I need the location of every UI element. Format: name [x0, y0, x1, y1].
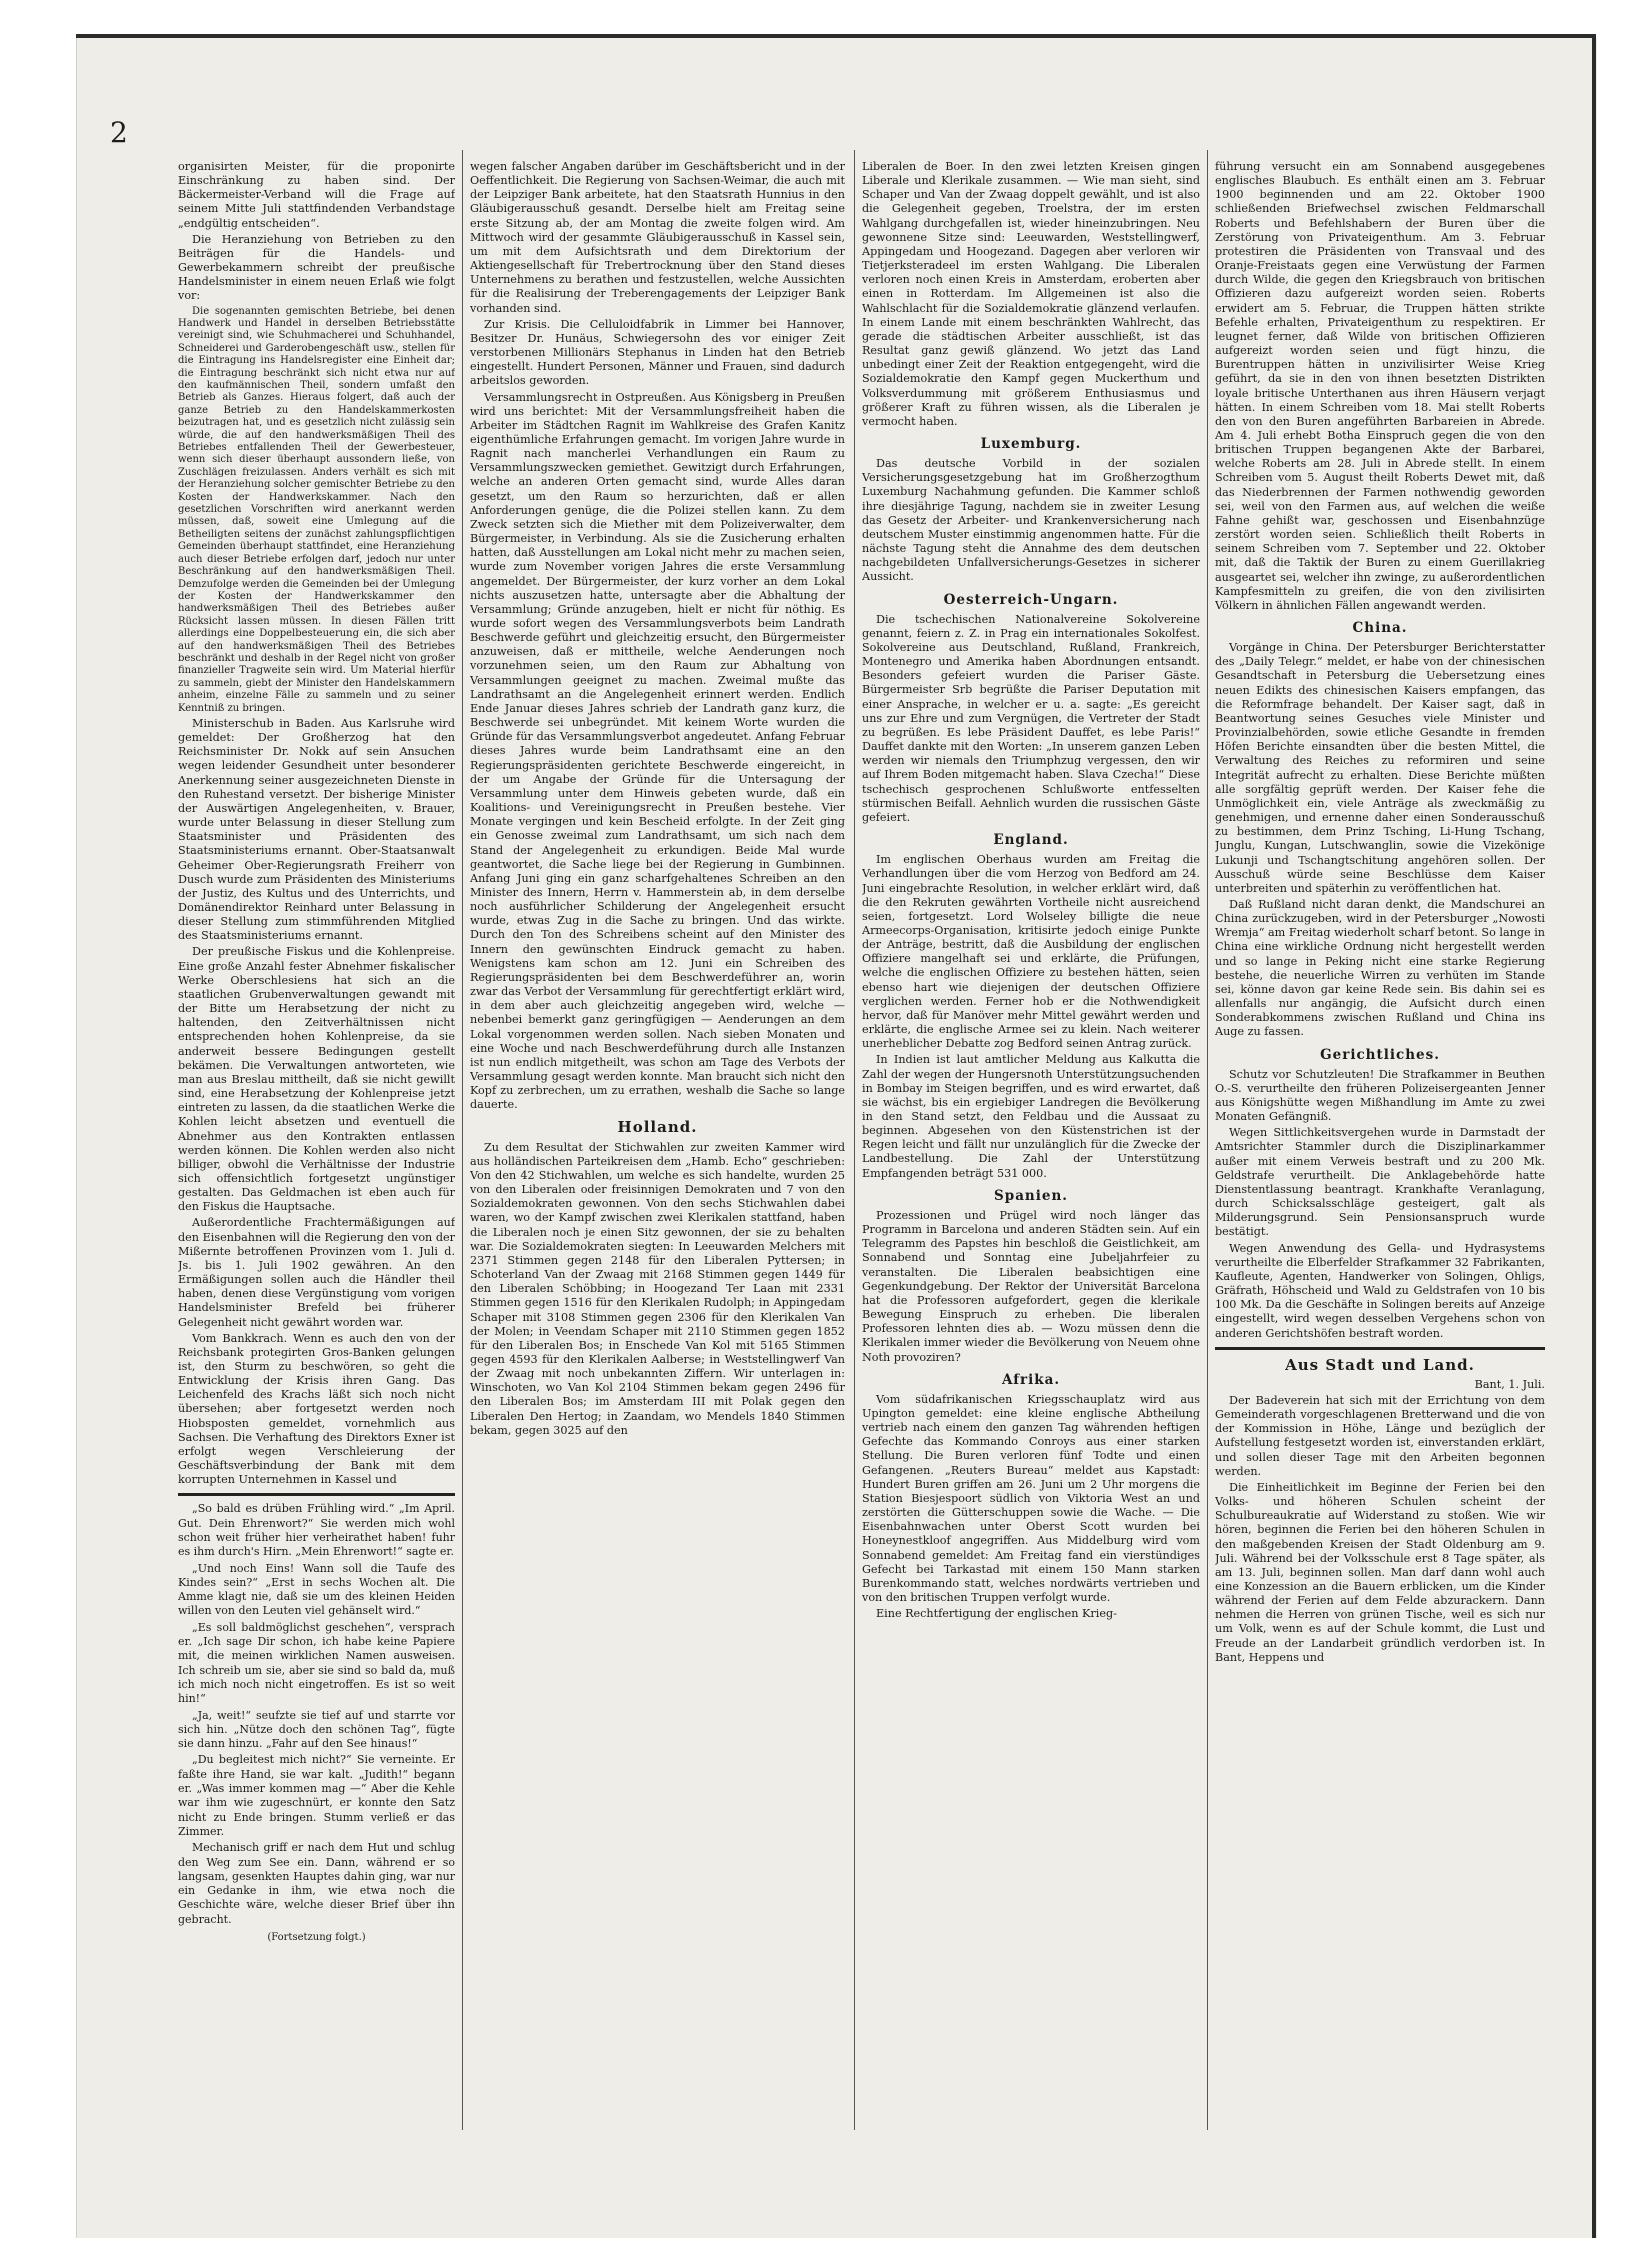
column-divider	[854, 150, 855, 2130]
article-paragraph: „Du begleitest mich nicht?“ Sie verneinte. Er faßte ihre Hand, sie war kalt. „Judith!“ begann er. „Was immer kommen mag —“ Aber die Kehle war ihm wie zugeschnürt, er konnte den Satz nicht zu Ende bringen. Stumm verließ er das Zimmer.	[178, 1753, 455, 1838]
article-paragraph: Liberalen de Boer. In den zwei letzten Kreisen gingen Liberale und Klerikale zusammen. — Wie man sieht, sind Schaper und Van der Zwaag doppelt gewählt, und ist also die Gelegenheit gegeben, Troelstra, der im ersten Wahlgang durchgefallen ist, wieder hineinzubringen. Neu gewonnene Sitze sind: Leeuwarden, Weststellingwerf, Appingedam und Hoogezand. Dagegen aber verloren wir Tietjerksteradeel im ersten Wahlgang. Die Liberalen verloren noch einen Kreis in Amsterdam, eroberten aber einen in Rotterdam. Im Allgemeinen ist also die Wahlschlacht für die Sozialdemokratie glänzend verlaufen. In einem Lande mit einem beschränkten Wahlrecht, das gerade die städtischen Arbeiter ausschließt, ist das Resultat ganz gewiß glänzend. Wo jetzt das Land unbedingt einer Zeit der Reaktion entgegengeht, wird die Sozialdemokratie den Kampf gegen Muckerthum und Volksverdummung mit größerem Enthusiasmus und größerer Kraft zu führen wissen, als die Liberalen je vermocht haben.	[862, 160, 1200, 428]
article-paragraph: Versammlungsrecht in Ostpreußen. Aus Königsberg in Preußen wird uns berichtet: Mit der Versammlungsfreiheit haben die Arbeiter im Städtchen Ragnit im Wahlkreise des Grafen Kanitz eigenthümliche Erfahrungen gemacht. Im vorigen Jahre wurde in Ragnit nach mancherlei Verhandlungen ein Raum zu Versammlungszwecken gemiethet. Gewitzigt durch Erfahrungen, welche an anderen Orten gemacht sind, wurde Alles daran gesetzt, um den Raum so herzurichten, daß er allen Anforderungen genüge, die die Polizei stellen kann. Zu dem Zweck setzten sich die Miether mit dem Polizeiverwalter, dem Bürgermeister, in Verbindung. Als sie die Zusicherung erhalten hatten, daß Ausstellungen am Lokal nicht mehr zu machen seien, wurde zum November vorigen Jahres die erste Versammlung angemeldet. Der Bürgermeister, der kurz vorher an dem Lokal nichts auszusetzen hatte, untersagte aber die Abhaltung der Versammlung; Gründe anzugeben, hielt er nicht für nöthig. Es wurde sofort wegen des Versammlungsverbots beim Landrath Beschwerde geführt und gleichzeitig ersucht, den Bürgermeister anzuweisen, daß er mittheile, welche Aenderungen noch vorzunehmen seien, um den Raum zur Abhaltung von Versammlungen geeignet zu machen. Zweimal mußte das Landrathsamt an die Angelegenheit erinnert werden. Endlich Ende Januar dieses Jahres schrieb der Landrath ganz kurz, die Beschwerde sei unbegründet. Mit keinem Worte wurden die Gründe für das Versammlungsverbot angedeutet. Anfang Februar dieses Jahres wurde beim Landrathsamt eine an den Regierungspräsidenten gerichtete Beschwerde eingereicht, in der um Angabe der Gründe für die Untersagung der Versammlung unter dem Hinweis gebeten wurde, daß ein Koalitions- und Vereinigungsrecht in Preußen bestehe. Vier Monate vergingen und kein Bescheid erfolgte. In der Zeit ging ein Genosse zweimal zum Landrathsamt, um sich nach dem Stand der Angelegenheit zu erkundigen. Beide Mal wurde geantwortet, die Sache liege bei der Regierung in Gumbinnen. Anfang Juni ging ein ganz scharfgehaltenes Schreiben an den Minister des Innern, Herrn v. Hammerstein ab, in dem derselbe noch ausführlicher Schilderung der Angelegenheit ersucht wurde, etwas Zug in die Sache zu bringen. Und das wirkte. Durch den Ton des Schreibens scheint auf den Minister des Innern den gewünschten Eindruck gemacht zu haben. Wenigstens kam schon am 12. Juni ein Schreiben des Regierungspräsidenten bei dem Beschwerdeführer an, worin zwar das Verbot der Versammlung für gerechtfertigt erklärt wird, in dem aber auch gleichzeitig angegeben wird, welche — nebenbei bemerkt ganz geringfügigen — Aenderungen an dem Lokal vorgenommen werden sollen. Nach sieben Monaten und eine Woche und nach Beschwerdeführung durch alle Instanzen ist nun endlich mitgetheilt, was schon am Tage des Verbots der Versammlung gesagt werden konnte. Man braucht sich nicht den Kopf zu zerbrechen, um zu errathen, weshalb die Sache so lange dauerte.	[470, 390, 845, 1112]
article-paragraph: Außerordentliche Frachtermäßigungen auf den Eisenbahnen will die Regierung den von der Mißernte betroffenen Provinzen vom 1. Juli d. Js. bis 1. Juli 1902 gewähren. An den Ermäßigungen sollen auch die Händler theil haben, denen diese Vergünstigung vom vorigen Handelsminister Brefeld bei früherer Gelegenheit nicht gewährt worden war.	[178, 1216, 455, 1329]
column-4	[1215, 160, 1545, 2120]
article-paragraph: Zur Krisis. Die Celluloidfabrik in Limmer bei Hannover, Besitzer Dr. Hunäus, Schwiegersohn des vor einiger Zeit verstorbenen Millionärs Stephanus in Linden hat den Betrieb eingestellt. Hundert Personen, Männer und Frauen, sind dadurch arbeitslos geworden.	[470, 317, 845, 388]
article-paragraph: Wegen Sittlichkeitsvergehen wurde in Darmstadt der Amtsrichter Stammler durch die Disziplinarkammer außer mit einem Verweis bestraft und zu 200 Mk. Geldstrafe verurtheilt. Die Anklagebehörde hatte Dienstentlassung beantragt. Krankhafte Veranlagung, durch Schicksalsschläge gesteigert, galt als Milderungsgrund. Sein Pensionsanspruch wurde bestätigt.	[1215, 1126, 1545, 1239]
article-paragraph: Das deutsche Vorbild in der sozialen Versicherungsgesetzgebung hat im Großherzogthum Luxemburg Nachahmung gefunden. Die Kammer schloß ihre diesjährige Tagung, nachdem sie in zweiter Lesung das Gesetz der Arbeiter- und Krankenversicherung nach deutschem Muster einstimmig angenommen hatte. Für die nächste Tagung steht die Annahme des dem deutschen nachgebildeten Unfallversicherungs-Gesetzes in sicherer Aussicht.	[862, 457, 1200, 584]
article-paragraph: Die tschechischen Nationalvereine Sokolvereine genannt, feiern z. Z. in Prag ein internationales Sokolfest. Sokolvereine aus Deutschland, Rußland, Frankreich, Montenegro und Amerika haben Abordnungen entsandt. Besonders gefeiert wurden die Pariser Gäste. Bürgermeister Srb begrüßte die Pariser Deputation mit einer Ansprache, in welcher er u. a. sagte: „Es gereicht uns zur Ehre und zum Vergnügen, die Vertreter der Stadt zu begrüßen. Es lebe Präsident Dauffet, es lebe Paris!“ Dauffet dankte mit den Worten: „In unserem ganzen Leben werden wir niemals den Triumphzug vergessen, den wir auf Ihrem Boden mitgemacht haben. Slava Czecha!“ Diese tschechisch gesprochenen Schlußworte entfesselten stürmischen Beifall. Aehnlich wurden die russischen Gäste gefeiert.	[862, 612, 1200, 824]
article-paragraph: Der preußische Fiskus und die Kohlenpreise. Eine große Anzahl fester Abnehmer fiskalischer Werke Oberschlesiens hat sich an die staatlichen Grubenverwaltungen gewandt mit der Bitte um Herabsetzung der nicht zu haltenden, den Zeitverhältnissen nicht entsprechenden hohen Kohlenpreise, da sie anderweit bessere Bedingungen gestellt bekämen. Die Verwaltungen antworteten, wie man aus Breslau mittheilt, daß sie nicht gewillt sind, eine Herabsetzung der Kohlenpreise jetzt eintreten zu lassen, da die staatlichen Werke die Kohlen leicht absetzen und eventuell die Abnehmer aus den Kontrakten entlassen werden können. Die Kohlen werden also nicht billiger, obwohl die Verhältnisse der Industrie sich offensichtlich fortgesetzt ungünstiger gestalten. Das Geldmachen ist eben auch für den Fiskus die Hauptsache.	[178, 945, 455, 1214]
article-paragraph: Wegen Anwendung des Gella- und Hydrasystems verurtheilte die Elberfelder Strafkammer 32 Fabrikanten, Kaufleute, Agenten, Handwerker von Solingen, Ohligs, Gräfrath, Höhscheid und Wald zu Geldstrafen von 10 bis 100 Mk. Da die Geschäfte in Solingen bereits auf Anzeige eingestellt, wird wegen desselben Vergehens schon von anderen Gerichtshöfen bestraft worden.	[1215, 1241, 1545, 1340]
continuation-note: (Fortsetzung folgt.)	[267, 1932, 366, 1944]
article-paragraph: Vorgänge in China. Der Petersburger Berichterstatter des „Daily Telegr.“ meldet, er habe von der chinesischen Gesandtschaft in Petersburg die Uebersetzung eines neuen Edikts des chinesischen Kaisers empfangen, das die Reformfrage behandelt. Der Kaiser sagt, daß in Beantwortung seines Gesuches viele Minister und Provinzialbehörden, sowie etliche Gesandte in fremden Höfen Berichte einsandten über die besten Mittel, die Verwaltung des Reiches zu reformiren und seine Integrität aufrecht zu erhalten. Diese Berichte müßten alle sorgfältig geprüft werden. Der Kaiser fehe die Unmöglichkeit ein, viele Anträge als zweckmäßig zu genehmigen, und ernenne daher einen Sonderausschuß zu bestimmen, dem Prinz Tsching, Li-Hung Tschang, Junglu, Kungan, Lutschwanglin, sowie die Vizekönige Lukunji und Tschangtschitung angehören sollen. Der Ausschuß würde seine Beschlüsse dem Kaiser unterbreiten und späterhin zu veröffentlichen hat.	[1215, 641, 1545, 895]
column-divider	[1207, 150, 1208, 2130]
article-paragraph: Vom südafrikanischen Kriegsschauplatz wird aus Upington gemeldet: eine kleine englische Abtheilung vertrieb nach einem den ganzen Tag währenden heftigen Gefechte das Kommando Conroys aus einer starken Stellung. Die Buren verloren fünf Todte und einen Gefangenen. „Reuters Bureau“ meldet aus Kapstadt: Hundert Buren griffen am 26. Juni um 2 Uhr morgens die Station Biesjespoort südlich von Viktoria West an und zerstörten die Gütterschuppen sowie die Wache. — Die Eisenbahnwachen unter Oberst Scott wurden bei Honeynestkloof angegriffen. Aus Middelburg wird vom Sonnabend gemeldet: Am Freitag fand ein vierstündiges Gefecht bei Tarkastad mit einem 150 Mann starken Burenkommando statt, welches nordwärts vertrieben und von den britischen Truppen verfolgt wurde.	[862, 1392, 1200, 1604]
article-paragraph: Ministerschub in Baden. Aus Karlsruhe wird gemeldet: Der Großherzog hat den Reichsminister Dr. Nokk auf sein Ansuchen wegen leidender Gesundheit unter besonderer Anerkennung seiner ausgezeichneten Dienste in den Ruhestand versetzt. Der bisherige Minister der Auswärtigen Angelegenheiten, v. Brauer, wurde unter Belassung in dieser Stellung zum Staatsminister und Präsidenten des Staatsministeriums ernannt. Ober-Staatsanwalt Geheimer Ober-Regierungsrath Freiherr von Dusch wurde zum Präsidenten des Ministeriums der Justiz, des Kultus und des Unterrichts, und Domänendirektor Reinhard unter Belassung in dieser Stellung zum stimmführenden Mitglied des Staatsministeriums ernannt.	[178, 716, 455, 943]
article-paragraph: organisirten Meister, für die proponirte Einschränkung zu haben sind. Der Bäckermeister-Verband will die Frage auf seinem Mitte Juli stattfindenden Verbandstage „endgültig entscheiden“.	[178, 160, 455, 230]
article-paragraph: Prozessionen und Prügel wird noch länger das Programm in Barcelona und anderen Städten sein. Auf ein Telegramm des Papstes hin beschloß die Geistlichkeit, am Sonnabend und Sonntag eine Jubeljahrfeier zu veranstalten. Die Liberalen beabsichtigen eine Gegenkundgebung. Der Rektor der Universität Barcelona hat die Professoren aufgefordert, gegen die klerikale Bewegung Einspruch zu erheben. Die liberalen Professoren lehnten dies ab. — Wozu müssen denn die Klerikalen immer wieder die Bevölkerung von Neuem ohne Noth provoziren?	[862, 1208, 1200, 1364]
article-paragraph: führung versucht ein am Sonnabend ausgegebenes englisches Blaubuch. Es enthält einen am 3. Februar 1900 beginnenden und am 22. Oktober 1900 schließenden Briefwechsel zwischen Feldmarschall Roberts und Befehlshabern der Buren über die Zerstörung von Privateigenthum. Am 3. Februar protestiren die Präsidenten von Transvaal und des Oranje-Freistaats gegen eine Verwüstung der Farmen durch Wilde, die gegen den Kriegsbrauch von britischen Offizieren dazu aufgereizt worden seien. Roberts erwidert am 5. Februar, die Truppen hätten strikte Befehle erhalten, Privateigenthum zu respektiren. Er leugnet ferner, daß Wilde von britischen Offizieren aufgereizt worden seien und fügt hinzu, die Burentruppen hätten in unzivilisirter Weise Krieg geführt, da sie in den von ihnen besetzten Distrikten loyale britische Unterthanen aus ihren Häusern verjagt hätten. In einem Schreiben vom 18. Mai stellt Roberts den von den Buren angeführten Barbareien in Abrede. Am 4. Juli erhebt Botha Einspruch gegen die von den britischen Truppen begangenen Akte der Barbarei, welche Roberts am 28. Juli in Abrede stellt. In einem Schreiben vom 5. August theilt Roberts Dewet mit, daß das Niederbrennen der Farmen nothwendig geworden sei, weil von den Farmen aus, auf welchen die weiße Fahne gehißt war, geschossen und Eisenbahnzüge zerstört worden seien. Schließlich theilt Roberts in seinem Schreiben vom 7. September und 22. Oktober mit, daß die Taktik der Buren zu einem Guerillakrieg ausgeartet sei, welcher ihn zwinge, zu außerordentlichen Kampfesmitteln zu greifen, die von den zivilisirten Völkern in ähnlichen Fällen angewandt werden.	[1215, 160, 1545, 612]
article-paragraph: „So bald es drüben Frühling wird.“ „Im April. Gut. Dein Ehrenwort?“ Sie werden mich wohl schon weit früher hier verheirathet haben! fuhr es ihm durch's Hirn. „Mein Ehrenwort!“ sagte er.	[178, 1502, 455, 1559]
section-heading: China.	[1352, 620, 1408, 636]
article-paragraph: Daß Rußland nicht daran denkt, die Mandschurei an China zurückzugeben, wird in der Petersburger „Nowosti Wremja“ am Freitag wiederholt scharf betont. So lange in China eine wirkliche Ordnung nicht hergestellt werden und so lange in Peking nicht eine starke Regierung bestehe, die neuerliche Wirren zu verhüten im Stande sei, könne davon gar keine Rede sein. Bis dahin sei es allenfalls nur angängig, die Aufsicht durch einen Sonderabkommens zwischen Rußland und China ins Auge zu fassen.	[1215, 897, 1545, 1039]
article-paragraph: Mechanisch griff er nach dem Hut und schlug den Weg zum See ein. Dann, während er so langsam, gesenkten Hauptes dahin ging, war nur ein Gedanke in ihm, wie etwa noch die Geschichte wäre, welche dieser Brief über ihn gebracht.	[178, 1841, 455, 1926]
article-paragraph: Im englischen Oberhaus wurden am Freitag die Verhandlungen über die vom Herzog von Bedford am 24. Juni eingebrachte Resolution, in welcher erklärt wird, daß die den Rekruten gewährten Vortheile nicht ausreichend seien, fortgesetzt. Lord Wolseley billigte die neue Armeecorps-Organisation, kritisirte jedoch einige Punkte der Anträge, bestritt, daß die Ausbildung der englischen Offiziere mangelhaft sei und erklärte, die Prüfungen, welche die englischen Offiziere zu bestehen hätten, seien ebenso hart wie diejenigen der deutschen Offiziere verglichen werden. Ferner hob er die Nothwendigkeit hervor, daß für Manöver mehr Mittel gewährt werden und erklärte, die englische Armee sei zu klein. Nach weiterer unerheblicher Debatte zog Bedford seinen Antrag zurück.	[862, 853, 1200, 1051]
column-divider	[462, 150, 463, 2130]
section-heading: Spanien.	[994, 1187, 1068, 1204]
article-paragraph: In Indien ist laut amtlicher Meldung aus Kalkutta die Zahl der wegen der Hungersnoth Unterstützungsuchenden in Bombay im Steigen begriffen, und es wird erwartet, daß sie wächst, bis ein ergiebiger Landregen die Bevölkerung in den Stand setzt, den Feldbau und die Aussaat zu beginnen. Abgesehen von den Küstenstrichen ist der Regen leicht und fällt nur unzulänglich für die Zwecke der Landbestellung. Die Zahl der Unterstützung Empfangenden beträgt 531 000.	[862, 1053, 1200, 1180]
article-paragraph: „Ja, weit!“ seufzte sie tief auf und starrte vor sich hin. „Nütze doch den schönen Tag“, fügte sie dann hinzu. „Fahr auf den See hinaus!“	[178, 1708, 455, 1751]
article-paragraph: Schutz vor Schutzleuten! Die Strafkammer in Beuthen O.-S. verurtheilte den früheren Polizeisergeanten Jenner aus Königshütte wegen Mißhandlung im Amte zu zwei Monaten Gefängniß.	[1215, 1067, 1545, 1124]
page-right-rule	[1592, 38, 1596, 2238]
article-paragraph: Die sogenannten gemischten Betriebe, bei denen Handwerk und Handel in derselben Betriebsstätte vereinigt sind, wie Schuhmacherei und Schuhhandel, Schneiderei und Garderobengeschäft usw., stellen für die Eintragung ins Handelsregister eine Einheit dar; die Eintragung beschränkt sich nicht etwa nur auf den kaufmännischen Theil, sondern umfaßt den Betrieb als Ganzes. Hieraus folgert, daß auch der ganze Betrieb zu den Handelskammerkosten beizutragen hat, und es gesetzlich nicht zulässig sein würde, die auf den handwerksmäßigen Theil des Betriebes entfallenden Theil der Gewerbesteuer, wenn sich dieser überhaupt aussondern ließe, von Zuschlägen freizulassen. Anders verhält es sich mit der Heranziehung solcher gemischter Betriebe zu den Kosten der Handwerkskammer. Nach den gesetzlichen Vorschriften wird anerkannt werden müssen, daß, soweit eine Umlegung auf die Betheiligten seitens der zunächst zahlungspflichtigen Gemeinden überhaupt stattfindet, eine Heranziehung auch dieser Betriebe erfolgen darf, jedoch nur unter Beschränkung auf den handwerksmäßigen Theil. Demzufolge werden die Gemeinden bei der Umlegung der Kosten der Handwerkskammer den handwerksmäßigen Theil des Betriebes außer Rücksicht lassen müssen. In diesen Fällen tritt allerdings eine Doppelbesteuerung ein, die sich aber auf den handwerksmäßigen Theil des Betriebes beschränkt und deshalb in der Regel nicht von großer finanzieller Tragweite sein wird. Um Material hierfür zu sammeln, giebt der Minister den Handelskammern anheim, einzelne Fälle zu sammeln und zu seiner Kenntniß zu bringen.	[178, 305, 455, 714]
dateline: Bant, 1. Juli.	[1474, 1377, 1545, 1391]
column-2	[470, 160, 845, 2120]
section-heading: Oesterreich-Ungarn.	[943, 591, 1119, 608]
section-rule	[178, 1493, 455, 1496]
section-rule	[1215, 1347, 1545, 1350]
section-heading: Holland.	[617, 1118, 698, 1137]
article-paragraph: Die Einheitlichkeit im Beginne der Ferien bei den Volks- und höheren Schulen scheint der Schulbureaukratie auf Widerstand zu stoßen. Wie wir hören, beginnen die Ferien bei den höheren Schulen in den maßgebenden Kreisen der Stadt Oldenburg am 9. Juli. Während bei der Volksschule erst 8 Tage später, als am 13. Juli, beginnen sollen. Man darf dann wohl auch eine Konzession an die Bauern erblicken, um die Kinder während der Ferien auf dem Felde abzurackern. Dann nehmen die Herren von grünen Tische, weil es sich nur um Volk, wenn es auf der Schule kommt, die Lust und Freude an der Landarbeit gründlich verdorben ist. In Bant, Heppens und	[1215, 1480, 1545, 1664]
page-number: 2	[110, 116, 128, 149]
section-heading: Luxemburg.	[980, 435, 1082, 452]
column-1	[178, 160, 455, 2120]
section-heading: Aus Stadt und Land.	[1285, 1355, 1475, 1374]
article-paragraph: Eine Rechtfertigung der englischen Krieg-	[876, 1607, 1117, 1621]
article-paragraph: Der Badeverein hat sich mit der Errichtung von dem Gemeinderath vorgeschlagenen Bretterwand und die von der Kommission in Höhe, Länge und bezüglich der Aufstellung festgesetzt worden ist, einverstanden erklärt, und sollen dieser Tage mit den Arbeiten begonnen werden.	[1215, 1393, 1545, 1478]
article-paragraph: „Und noch Eins! Wann soll die Taufe des Kindes sein?“ „Erst in sechs Wochen alt. Die Amme klagt nie, daß sie um des kleinen Heiden willen von den Leuten viel gehänselt wird.“	[178, 1561, 455, 1618]
article-paragraph: Zu dem Resultat der Stichwahlen zur zweiten Kammer wird aus holländischen Parteikreisen dem „Hamb. Echo“ geschrieben: Von den 42 Stichwahlen, um welche es sich handelte, wurden 25 von den Liberalen oder freisinnigen Demokraten und 7 von den Sozialdemokraten gewonnen. Von den sechs Stichwahlen dabei waren, wo der Kampf zwischen zwei Klerikalen stattfand, haben die Liberalen noch je einen Sitz gewonnen, der sie zu behalten war. Die Sozialdemokraten siegten: In Leeuwarden Melchers mit 2371 Stimmen gegen 2148 für den Liberalen Pyttersen; in Schoterland Van der Zwaag mit 2168 Stimmen gegen 1449 für den Liberalen Schöbbing; in Hoogezand Ter Laan mit 2331 Stimmen gegen 1516 für den Klerikalen Rudolph; in Appingedam Schaper mit 3108 Stimmen gegen 2306 für den Klerikalen Van der Molen; in Veendam Schaper mit 2110 Stimmen gegen 1852 für den Liberalen Bos; in Enschede Van Kol mit 5165 Stimmen gegen 4593 für den Klerikalen Aalberse; in Weststellingwerf Van der Zwaag mit noch unbekannten Ziffern. Wir unterlagen in: Winschoten, wo Van Kol 2104 Stimmen bekam gegen 2496 für den Liberalen Bos; im Amsterdam III mit Polak gegen den Liberalen Den Hertog; in Zaandam, wo Mendels 1840 Stimmen bekam, gegen 3025 auf den	[470, 1140, 845, 1437]
section-heading: Afrika.	[1001, 1371, 1061, 1388]
article-paragraph: Die Heranziehung von Betrieben zu den Beiträgen für die Handels- und Gewerbekammern schreibt der preußische Handelsminister in einem neuen Erlaß wie folgt vor:	[178, 232, 455, 303]
section-heading: England.	[993, 832, 1069, 849]
article-paragraph: wegen falscher Angaben darüber im Geschäftsbericht und in der Oeffentlichkeit. Die Regierung von Sachsen-Weimar, die auch mit der Leipziger Bank arbeitete, hat den Staatsrath Hunnius in den Gläubigerausschuß gesandt. Derselbe hielt am Freitag seine erste Sitzung ab, der am Montag die zweite folgen wird. Am Mittwoch wird der gesammte Gläubigerausschuß in Kassel sein, um mit dem Aufsichtsrath und dem Direktorium der Aktiengesellschaft für Trebertrocknung über den Stand dieses Unternehmens zu berathen und festzustellen, welche Aussichten für die Realisirung der Treberengagements der Leipziger Bank vorhanden sind.	[470, 160, 845, 315]
section-heading: Gerichtliches.	[1320, 1046, 1440, 1063]
article-paragraph: „Es soll baldmöglichst geschehen“, versprach er. „Ich sage Dir schon, ich habe keine Papiere mit, die meinen wirklichen Namen ausweisen. Ich schreib um sie, aber sie sind so bald da, muß ich mich noch nicht eingetroffen. Es ist so weit hin!“	[178, 1620, 455, 1706]
column-3	[862, 160, 1200, 2120]
article-paragraph: Vom Bankkrach. Wenn es auch den von der Reichsbank protegirten Gros-Banken gelungen ist, den Sturm zu beschwören, so geht die Entwicklung der Krisis ihren Gang. Das Leichenfeld des Krachs läßt sich noch nicht übersehen; aber fortgesetzt werden noch Hiobsposten gemeldet, vornehmlich aus Sachsen. Die Verhaftung des Direktors Exner ist erfolgt wegen Verschleierung der Geschäftsverbindung der Bank mit dem korrupten Unternehmen in Kassel und	[178, 1331, 455, 1487]
